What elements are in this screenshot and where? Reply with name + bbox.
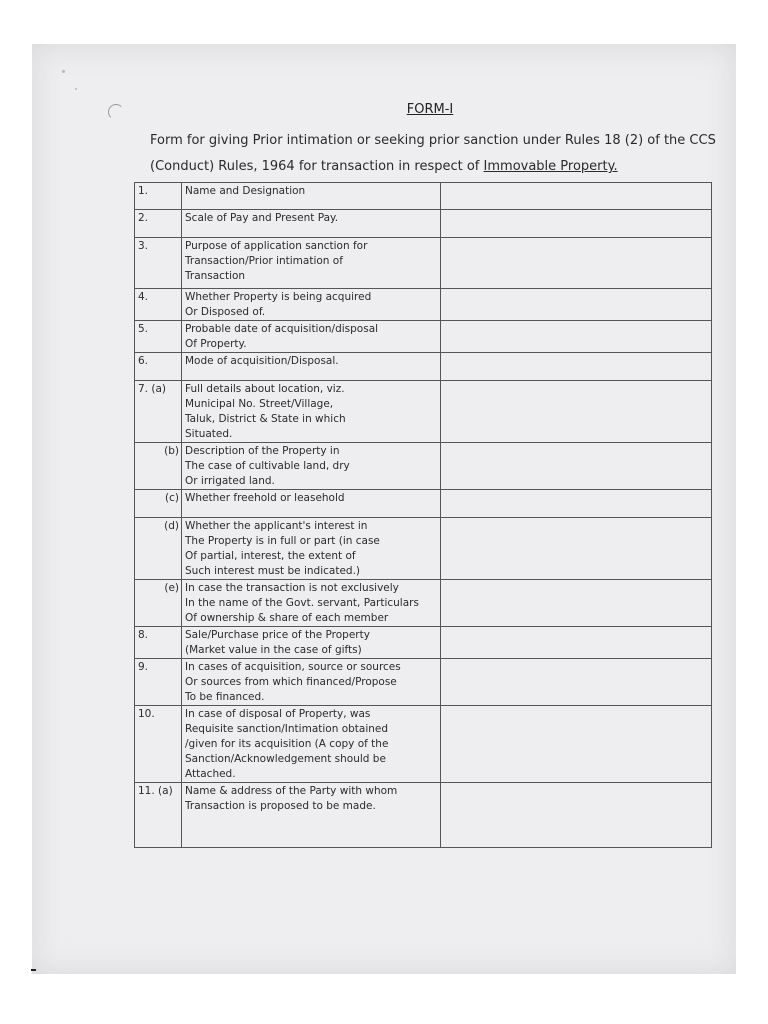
scan-speck	[75, 88, 77, 90]
form-title: FORM-I	[406, 102, 454, 117]
row-number: (b)	[135, 443, 182, 490]
row-number: 9.	[135, 659, 182, 706]
row-description: In case of disposal of Property, was Requisite sanction/Intimation obtained /given for its acquisition (A copy of the Sanction/Acknowledgement should be Attached.	[182, 706, 441, 783]
form-row	[135, 238, 712, 289]
row-description: Name & address of the Party with whom Transaction is proposed to be made.	[182, 783, 441, 848]
row-response-field[interactable]	[441, 659, 712, 706]
scan-speck	[62, 70, 65, 73]
form-row	[135, 353, 712, 381]
row-response-field[interactable]	[441, 210, 712, 238]
row-response-field[interactable]	[441, 381, 712, 443]
scan-edge-mark	[31, 969, 36, 971]
form-row	[135, 381, 712, 443]
row-number: 5.	[135, 321, 182, 353]
row-description: Description of the Property in The case of cultivable land, dry Or irrigated land.	[182, 443, 441, 490]
row-response-field[interactable]	[441, 518, 712, 580]
row-number: 3.	[135, 238, 182, 289]
form-row	[135, 443, 712, 490]
row-response-field[interactable]	[441, 580, 712, 627]
row-description: In case the transaction is not exclusively In the name of the Govt. servant, Particulars Of ownership & share of each member	[182, 580, 441, 627]
form-intro	[150, 128, 720, 180]
row-number: 10.	[135, 706, 182, 783]
row-response-field[interactable]	[441, 353, 712, 381]
form-row	[135, 659, 712, 706]
row-number: 2.	[135, 210, 182, 238]
form-row	[135, 580, 712, 627]
intro-underlined-text: Immovable Property.	[483, 159, 618, 174]
form-row	[135, 518, 712, 580]
row-description: Purpose of application sanction for Transaction/Prior intimation of Transaction	[182, 238, 441, 289]
row-description: Scale of Pay and Present Pay.	[182, 210, 441, 238]
row-response-field[interactable]	[441, 627, 712, 659]
row-description: Whether Property is being acquired Or Disposed of.	[182, 289, 441, 321]
row-description: In cases of acquisition, source or sources Or sources from which financed/Propose To be financed.	[182, 659, 441, 706]
row-description: Probable date of acquisition/disposal Of Property.	[182, 321, 441, 353]
row-description: Full details about location, viz. Municipal No. Street/Village, Taluk, District & State in which Situated.	[182, 381, 441, 443]
row-response-field[interactable]	[441, 321, 712, 353]
form-row	[135, 321, 712, 353]
row-number: 6.	[135, 353, 182, 381]
row-number: 8.	[135, 627, 182, 659]
row-description: Whether freehold or leasehold	[182, 490, 441, 518]
row-description: Whether the applicant's interest in The Property is in full or part (in case Of partial, interest, the extent of Such interest must be indicated.)	[182, 518, 441, 580]
row-number: 11. (a)	[135, 783, 182, 848]
row-number: (c)	[135, 490, 182, 518]
row-response-field[interactable]	[441, 289, 712, 321]
form-row	[135, 210, 712, 238]
row-response-field[interactable]	[441, 238, 712, 289]
row-response-field[interactable]	[441, 706, 712, 783]
row-response-field[interactable]	[441, 490, 712, 518]
form-row	[135, 183, 712, 210]
row-number: 4.	[135, 289, 182, 321]
form-row	[135, 289, 712, 321]
form-row	[135, 783, 712, 848]
row-response-field[interactable]	[441, 443, 712, 490]
form-row	[135, 706, 712, 783]
form-table	[134, 182, 712, 848]
row-number: (d)	[135, 518, 182, 580]
row-number: (e)	[135, 580, 182, 627]
form-row	[135, 490, 712, 518]
row-response-field[interactable]	[441, 183, 712, 210]
row-description: Mode of acquisition/Disposal.	[182, 353, 441, 381]
intro-text: Form for giving Prior intimation or seeking prior sanction under Rules 18 (2) of the CCS (Conduct) Rules, 1964 for transaction in respect of	[150, 133, 716, 174]
row-response-field[interactable]	[441, 783, 712, 848]
row-number: 7. (a)	[135, 381, 182, 443]
row-description: Name and Designation	[182, 183, 441, 210]
form-row	[135, 627, 712, 659]
row-description: Sale/Purchase price of the Property (Market value in the case of gifts)	[182, 627, 441, 659]
row-number: 1.	[135, 183, 182, 210]
